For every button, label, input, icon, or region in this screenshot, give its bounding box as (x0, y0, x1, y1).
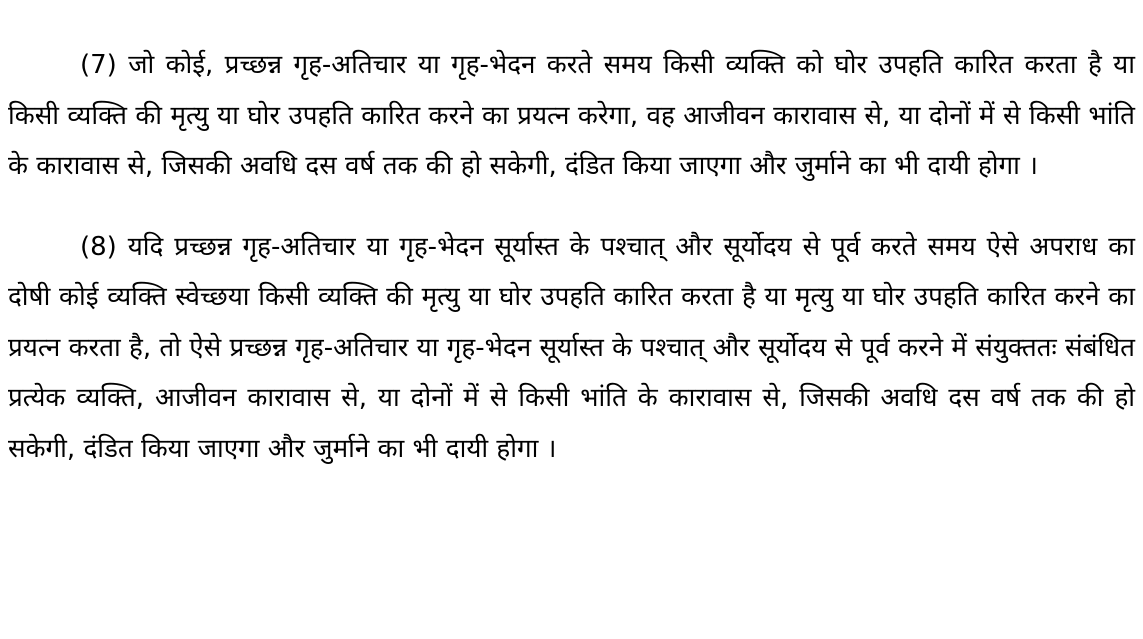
clause-8-paragraph: (8) यदि प्रच्छन्न गृह-अतिचार या गृह-भेदन सूर्यास्त के पश्चात् और सूर्योदय से पूर्व करते समय ऐसे अपराध का दोषी कोई व्यक्ति स्वेच्छया किसी व्यक्ति की मृत्यु या घोर उपहति कारित करता है या मृत्यु या घोर उपहति कारित करने का प्रयत्न करता है, तो ऐसे प्रच्छन्न गृह-अतिचार या गृह-भेदन सूर्यास्त के पश्चात् और सूर्योदय से पूर्व करने में संयुक्ततः संबंधित प्रत्येक व्यक्ति, आजीवन कारावास से, या दोनों में से किसी भांति के कारावास से, जिसकी अवधि दस वर्ष तक की हो सकेगी, दंडित किया जाएगा और जुर्माने का भी दायी होगा । (8, 231, 1135, 464)
document-page (8, 40, 1135, 474)
clause-7-paragraph: (7) जो कोई, प्रच्छन्न गृह-अतिचार या गृह-भेदन करते समय किसी व्यक्ति को घोर उपहति कारित करता है या किसी व्यक्ति की मृत्यु या घोर उपहति कारित करने का प्रयत्न करेगा, वह आजीवन कारावास से, या दोनों में से किसी भांति के कारावास से, जिसकी अवधि दस वर्ष तक की हो सकेगी, दंडित किया जाएगा और जुर्माने का भी दायी होगा । (8, 50, 1135, 181)
